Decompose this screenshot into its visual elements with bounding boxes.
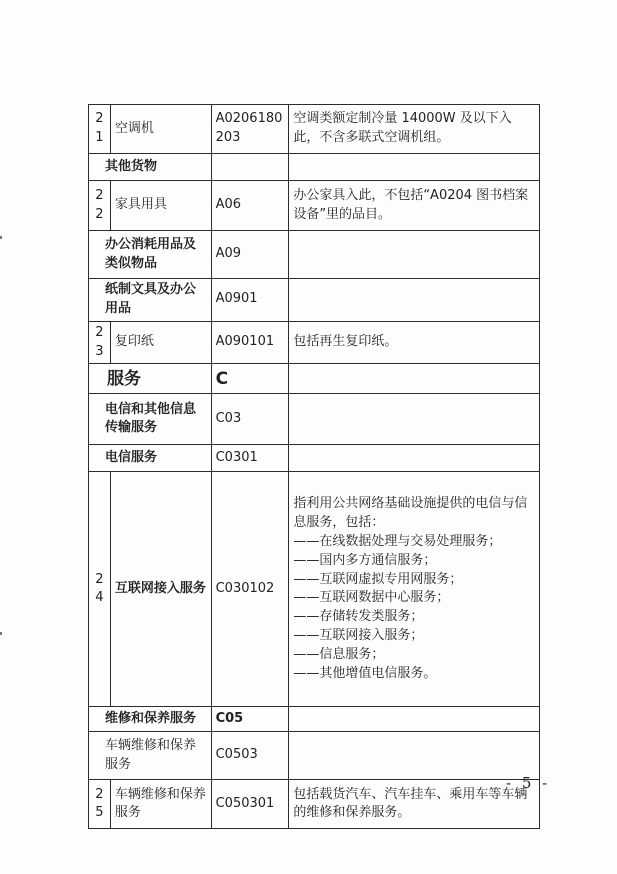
description-line: ——互联网数据中心服务； [293,590,450,606]
category-description [289,445,540,472]
procurement-catalog-table [88,104,540,829]
description-line: 指利用公共网络基础设施提供的电信与信息服务，包括： [293,496,528,530]
category-row [89,231,540,279]
item-name: 家具用具 [110,181,211,231]
description-line: ——信息服务； [293,646,385,662]
description-line: ——国内多方通信服务； [293,552,437,568]
section-name: 服务 [89,364,212,394]
description-line: ——互联网虚拟专用网服务； [293,571,463,587]
category-description [289,279,540,322]
description-line: ——其他增值电信服务。 [293,665,437,681]
category-name: 办公消耗用品及类似物品 [89,231,212,279]
category-description [289,732,540,780]
item-name: 复印纸 [110,321,211,364]
scan-edge-mark [0,236,2,239]
item-code: A0206180203 [211,105,289,154]
category-code: C0503 [211,732,289,780]
category-description [289,707,540,732]
category-code [211,154,289,181]
item-description: 包括载货汽车、汽车挂车、乘用车等车辆的维修和保养服务。 [289,780,540,829]
category-row [89,732,540,780]
category-name: 电信和其他信息传输服务 [89,394,212,445]
section-row [89,364,540,394]
item-number: 22 [89,181,111,231]
category-name: 车辆维修和保养服务 [89,732,212,780]
item-name: 车辆维修和保养服务 [110,780,211,829]
table-row [89,181,540,231]
category-row [89,279,540,322]
category-name: 其他货物 [89,154,212,181]
category-description [289,154,540,181]
item-code: A090101 [211,321,289,364]
category-row [89,707,540,732]
section-code: C [211,364,289,394]
page-number: - 5 - [506,774,551,792]
item-description: 空调类额定制冷量 14000W 及以下入此，不含多联式空调机组。 [289,105,540,154]
scan-edge-mark [0,632,2,635]
category-description [289,231,540,279]
item-description: 办公家具入此，不包括“A0204 图书档案设备”里的品目。 [289,181,540,231]
category-row [89,445,540,472]
description-line: ——存储转发类服务； [293,609,424,625]
description-line: ——互联网接入服务； [293,628,424,644]
description-line: ——在线数据处理与交易处理服务； [293,533,502,549]
table-row [89,321,540,364]
category-name: 电信服务 [89,445,212,472]
item-number: 24 [89,472,111,707]
category-description [289,394,540,445]
category-row [89,154,540,181]
table-row [89,472,540,707]
category-code: C03 [211,394,289,445]
item-description: 包括再生复印纸。 [289,321,540,364]
section-description [289,364,540,394]
category-row [89,394,540,445]
category-code: C0301 [211,445,289,472]
category-code: C05 [211,707,289,732]
item-number: 21 [89,105,111,154]
item-code: C050301 [211,780,289,829]
item-description [289,472,540,707]
category-code: A09 [211,231,289,279]
category-name: 纸制文具及办公用品 [89,279,212,322]
item-name: 空调机 [110,105,211,154]
item-number: 25 [89,780,111,829]
item-name: 互联网接入服务 [110,472,211,707]
table-row [89,780,540,829]
item-number: 23 [89,321,111,364]
item-code: C030102 [211,472,289,707]
category-code: A0901 [211,279,289,322]
item-code: A06 [211,181,289,231]
table-row [89,105,540,154]
category-name: 维修和保养服务 [89,707,212,732]
